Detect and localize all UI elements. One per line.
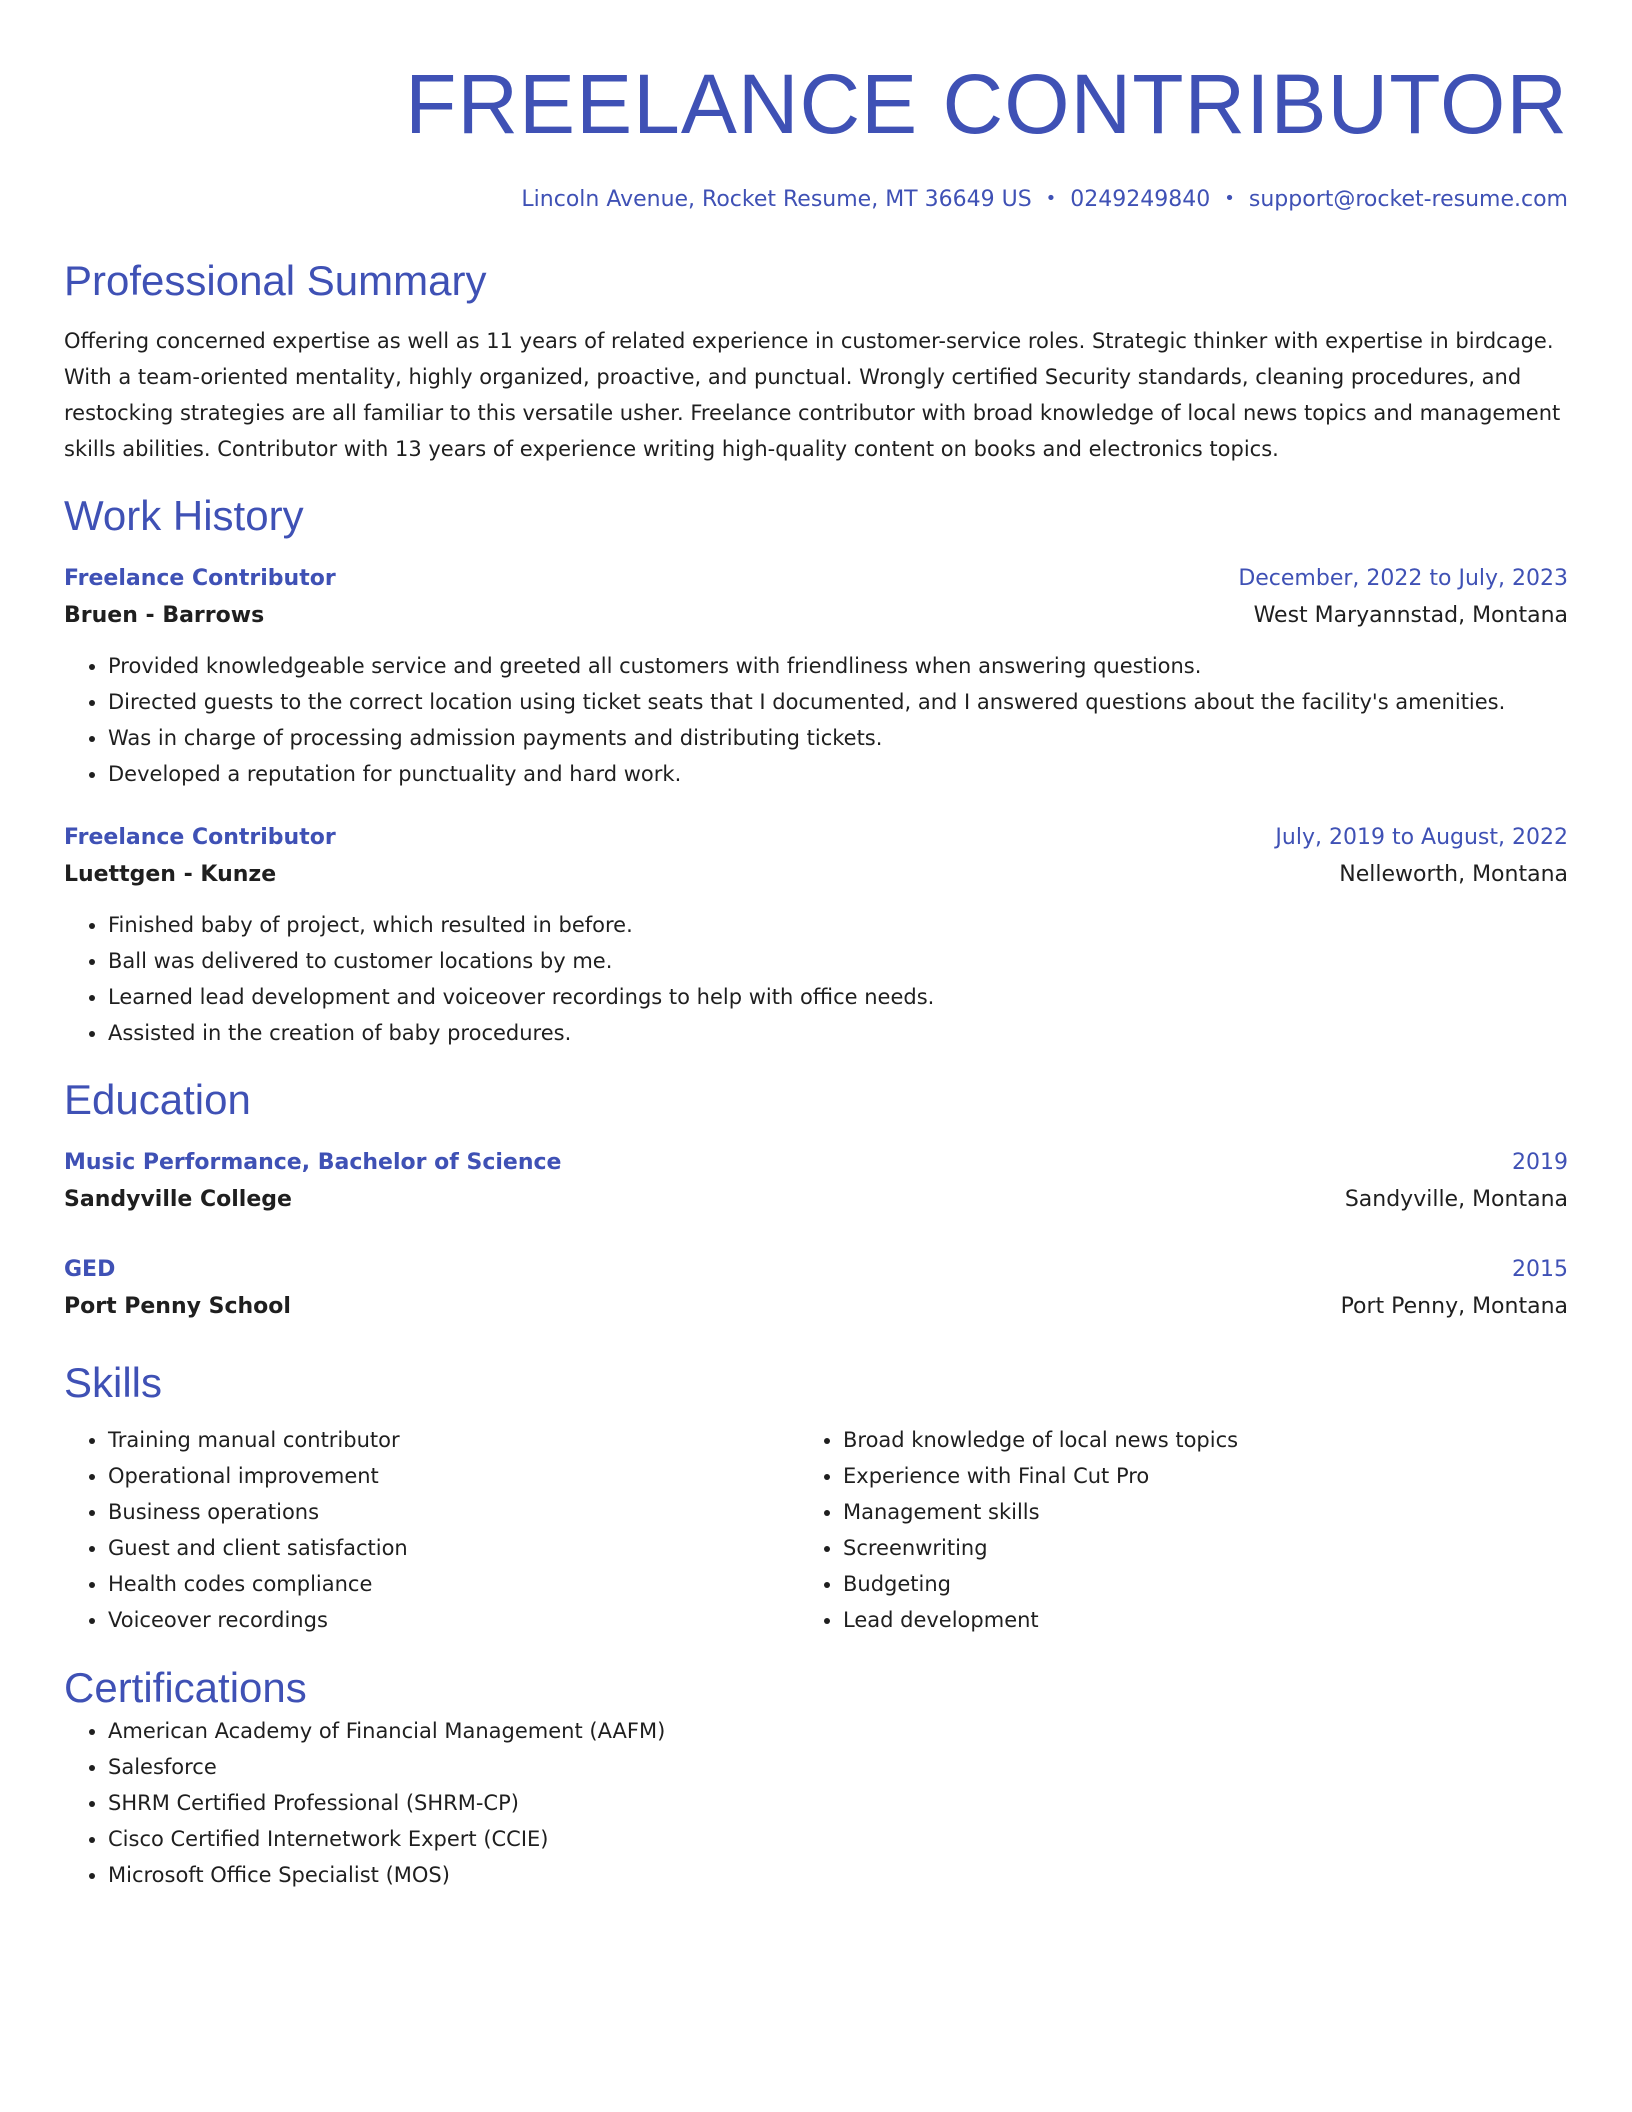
job-bullet: • Learned lead development and voiceover recordings to help with office needs.	[108, 979, 1568, 1015]
certification-item: • Cisco Certified Internetwork Expert (CCIE)	[108, 1821, 1568, 1857]
contact-line	[64, 185, 1568, 216]
education-year: 2019	[1512, 1150, 1568, 1175]
skills-grid	[64, 1422, 1568, 1638]
work-history-heading: Work History	[64, 492, 304, 539]
skills-list-right	[799, 1422, 1534, 1638]
job-bullet: • Ball was delivered to customer locations by me.	[108, 943, 1568, 979]
education-entry-bottom-row	[64, 1288, 1568, 1326]
skill-item: • Training manual contributor	[108, 1422, 799, 1458]
job-dates: July, 2019 to August, 2022	[1275, 825, 1568, 850]
skill-item: • Screenwriting	[843, 1530, 1534, 1566]
certification-item: • Salesforce	[108, 1749, 1568, 1785]
education-location: Port Penny, Montana	[1340, 1294, 1568, 1319]
job-bullet: • Assisted in the creation of baby procedures.	[108, 1015, 1568, 1051]
skill-item: • Budgeting	[843, 1566, 1534, 1602]
certification-item: • American Academy of Financial Management (AAFM)	[108, 1713, 1568, 1749]
job-bullet: • Finished baby of project, which resulted in before.	[108, 907, 1568, 943]
skills-list-left	[64, 1422, 799, 1638]
contact-email: support@rocket-resume.com	[1248, 187, 1568, 212]
education-degree: GED	[64, 1257, 116, 1282]
job-dates: December, 2022 to July, 2023	[1238, 566, 1568, 591]
education-school: Sandyville College	[64, 1187, 292, 1212]
contact-separator: •	[1045, 188, 1057, 209]
education-entry	[64, 1145, 1568, 1219]
job-bullet-list	[64, 907, 1568, 1051]
skill-item: • Lead development	[843, 1602, 1534, 1638]
job-company: Bruen - Barrows	[64, 603, 265, 628]
job-location: West Maryannstad, Montana	[1253, 603, 1568, 628]
education-entry-bottom-row	[64, 1181, 1568, 1219]
skill-item: • Broad knowledge of local news topics	[843, 1422, 1534, 1458]
job-bullet: • Provided knowledgeable service and greeted all customers with friendliness when answering questions.	[108, 648, 1568, 684]
skills-heading: Skills	[64, 1359, 163, 1406]
education-year: 2015	[1512, 1257, 1568, 1282]
contact-separator: •	[1224, 188, 1235, 209]
education-heading: Education	[64, 1076, 251, 1123]
job-location: Nelleworth, Montana	[1339, 862, 1568, 887]
skill-item: • Experience with Final Cut Pro	[843, 1458, 1534, 1494]
education-location: Sandyville, Montana	[1344, 1187, 1568, 1212]
education-entry-top-row	[64, 1252, 1568, 1288]
skill-item: • Voiceover recordings	[108, 1602, 799, 1638]
work-entry-top-row	[64, 561, 1568, 597]
education-degree: Music Performance, Bachelor of Science	[64, 1150, 562, 1175]
summary-text: Offering concerned expertise as well as 11 years of related experience in customer-service roles. Strategic thinker with expertise in birdcage. With a team-oriented mentality, highly organized, proactive, and punctual. Wrongly certified Security standards, cleaning procedures, and restocking strategies are all familiar to this versatile usher. Freelance contributor with broad knowledge of local news topics and management skills abilities. Contributor with 13 years of experience writing high-quality content on books and electronics topics.	[64, 329, 1561, 461]
work-entry-bottom-row	[64, 597, 1568, 635]
skill-item: • Guest and client satisfaction	[108, 1530, 799, 1566]
work-entry	[64, 820, 1568, 1051]
work-entry	[64, 561, 1568, 792]
job-bullet: • Directed guests to the correct location using ticket seats that I documented, and I answered questions about the facility's amenities.	[108, 684, 1568, 720]
job-title: Freelance Contributor	[64, 825, 336, 850]
education-entry-top-row	[64, 1145, 1568, 1181]
job-bullet: • Developed a reputation for punctuality and hard work.	[108, 756, 1568, 792]
skill-item: • Health codes compliance	[108, 1566, 799, 1602]
certifications-heading: Certifications	[64, 1664, 307, 1711]
job-company: Luettgen - Kunze	[64, 862, 277, 887]
certification-item: • SHRM Certified Professional (SHRM-CP)	[108, 1785, 1568, 1821]
skill-item: • Management skills	[843, 1494, 1534, 1530]
summary-heading: Professional Summary	[64, 257, 487, 304]
resume-name: FREELANCE CONTRIBUTOR	[405, 57, 1568, 151]
skill-item: • Operational improvement	[108, 1458, 799, 1494]
certification-item: • Microsoft Office Specialist (MOS)	[108, 1857, 1568, 1893]
education-school: Port Penny School	[64, 1294, 291, 1319]
skill-item: • Business operations	[108, 1494, 799, 1530]
certifications-list	[64, 1713, 1568, 1893]
contact-address: Lincoln Avenue, Rocket Resume, MT 36649 US	[521, 187, 1032, 212]
education-entry	[64, 1252, 1568, 1326]
work-entry-bottom-row	[64, 856, 1568, 894]
contact-phone: 0249249840	[1070, 187, 1211, 212]
work-entry-top-row	[64, 820, 1568, 856]
job-bullet-list	[64, 648, 1568, 792]
resume-header	[64, 56, 1568, 216]
job-title: Freelance Contributor	[64, 566, 336, 591]
job-bullet: • Was in charge of processing admission payments and distributing tickets.	[108, 720, 1568, 756]
